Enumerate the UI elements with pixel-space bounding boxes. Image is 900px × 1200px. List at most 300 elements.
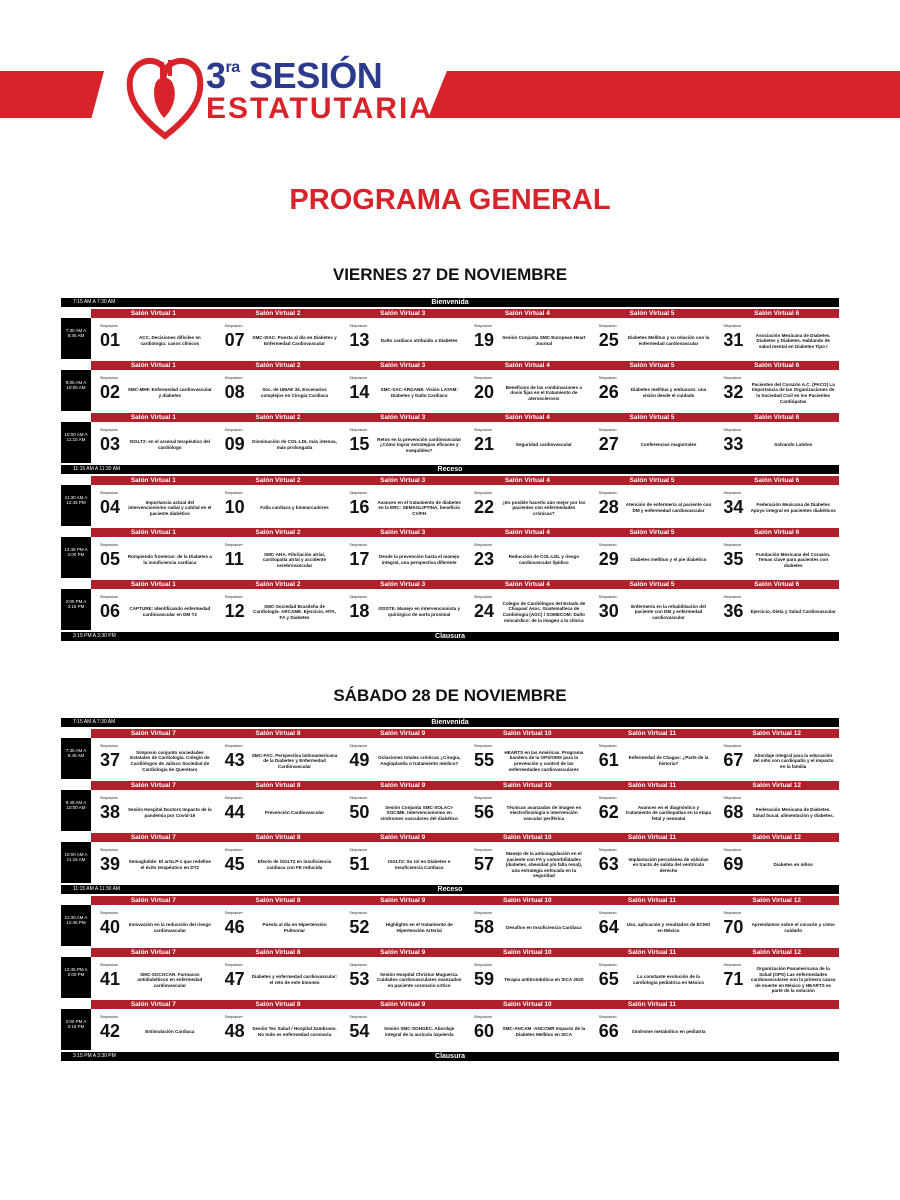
session-cell — [590, 485, 715, 526]
hall-label: Salón Virtual 1 — [130, 477, 176, 484]
break-bar — [61, 885, 839, 894]
session-title: Reducción de COL-LDL y riesgo cardiovascular lipídico — [508, 554, 580, 565]
session-number: 24 — [474, 601, 495, 621]
session-cell — [590, 790, 715, 831]
hall-label: Salón Virtual 4 — [504, 581, 550, 588]
session-number: 43 — [224, 750, 245, 770]
session-number: 37 — [100, 750, 121, 770]
session-cell — [465, 370, 590, 411]
session-number: 27 — [598, 434, 619, 454]
simposium-label: Simposium — [474, 744, 492, 748]
session-cell — [590, 589, 715, 630]
session-row — [61, 422, 839, 463]
session-title: Terapia antitrombótica en SICA 2020 — [504, 977, 584, 983]
hall-label: Salón Virtual 12 — [752, 730, 802, 737]
simposium-label: Simposium — [349, 376, 368, 380]
hall-label: Salón Virtual 3 — [380, 414, 426, 421]
time-slot — [61, 833, 839, 883]
session-number: 14 — [349, 382, 370, 402]
session-title: Conferencias magistrales — [640, 442, 697, 448]
session-cell — [91, 1009, 216, 1050]
session-cell — [340, 589, 465, 630]
session-title: Retos en la prevención cardiovascular ¿Cómo lograr estrategias eficaces y exequibles? — [377, 436, 462, 453]
slot-time: 12:45 PM A 2:00 PM — [61, 957, 91, 998]
hall-header-row — [91, 528, 839, 537]
session-title: Estimulación Cardiaca — [145, 1029, 195, 1035]
break-label: Receso — [437, 466, 463, 473]
hall-label: Salón Virtual 1 — [130, 414, 176, 421]
opening-label: Bienvenida — [431, 719, 469, 726]
session-cell — [714, 537, 839, 578]
hall-label: Salón Virtual 7 — [130, 834, 176, 841]
session-number: 71 — [723, 969, 744, 989]
hall-label: Salón Virtual 11 — [627, 834, 677, 841]
hall-label: Salón Virtual 12 — [752, 949, 802, 956]
simposium-label: Simposium — [224, 744, 243, 748]
hall-label: Salón Virtual 5 — [629, 414, 675, 421]
session-title: Desafíos en Insuficiencia Cardiaca — [506, 925, 582, 931]
simposium-label: Simposium — [224, 1015, 243, 1019]
hall-label: Salón Virtual 12 — [752, 782, 802, 789]
hall-label: Salón Virtual 8 — [255, 782, 301, 789]
hall-label: Salón Virtual 11 — [627, 897, 677, 904]
session-number: 29 — [598, 549, 619, 569]
simposium-label: Simposium — [474, 543, 492, 547]
session-number: 01 — [100, 330, 121, 350]
hall-label: Salón Virtual 11 — [627, 1001, 677, 1008]
hall-label: Salón Virtual 9 — [380, 1001, 426, 1008]
session-cell — [216, 842, 341, 883]
hall-label: Salón Virtual 4 — [504, 529, 550, 536]
slot-time: 7:30 AM A 8:45 AM — [61, 318, 91, 359]
session-number: 67 — [723, 750, 744, 770]
session-number: 48 — [224, 1021, 245, 1041]
session-number: 16 — [349, 497, 370, 517]
session-number: 26 — [598, 382, 619, 402]
time-slot — [61, 948, 839, 998]
hall-header-row — [91, 948, 839, 957]
simposium-label: Simposium — [224, 543, 243, 547]
simposium-label: Simposium — [100, 911, 118, 915]
session-cell — [216, 318, 341, 359]
session-number: 47 — [224, 969, 245, 989]
closing-label: Clausura — [435, 633, 465, 640]
hall-label: Salón Virtual 8 — [255, 897, 301, 904]
session-cell — [714, 485, 839, 526]
hall-label: Salón Virtual 9 — [380, 834, 426, 841]
session-cell — [465, 905, 590, 946]
hall-label: Salón Virtual 7 — [130, 1001, 176, 1008]
session-cell — [216, 738, 341, 779]
simposium-label: Simposium — [100, 543, 118, 547]
session-number: 66 — [598, 1021, 619, 1041]
hall-header-row — [91, 413, 839, 422]
hall-label: Salón Virtual 6 — [754, 414, 800, 421]
hall-label: Salón Virtual 5 — [629, 362, 675, 369]
hall-label: Salón Virtual 2 — [255, 310, 301, 317]
session-title: Sesión Hospital Doctors Impacto de la pandemia por Covid-19 — [127, 807, 212, 818]
session-number: 61 — [598, 750, 619, 770]
hall-label: Salón Virtual 2 — [255, 477, 301, 484]
simposium-label: Simposium — [100, 1015, 118, 1019]
simposium-label: Simposium — [723, 543, 742, 547]
break-label: Receso — [437, 886, 463, 893]
session-number: 30 — [598, 601, 619, 621]
simposium-label: Simposium — [349, 428, 368, 432]
simposium-label: Simposium — [349, 963, 368, 967]
schedule-saturday — [61, 718, 839, 1061]
session-cells — [91, 370, 839, 411]
session-row — [61, 905, 839, 946]
session-title: Pacientes del Corazón A.C. (PACO) La Importancia de las Organizaciones de la Sociedad Civil en los Pacientes Cardiópatas — [751, 381, 835, 404]
session-title: Federación Mexicana de Diabetes Apoyo integral en pacientes diabéticos — [750, 502, 836, 513]
hall-label: Salón Virtual 5 — [629, 477, 675, 484]
session-number: 39 — [100, 854, 121, 874]
session-row — [61, 957, 839, 998]
simposium-label: Simposium — [723, 595, 742, 599]
session-number: 28 — [598, 497, 619, 517]
hall-label: Salón Virtual 7 — [130, 782, 176, 789]
hall-label: Salón Virtual 8 — [255, 730, 301, 737]
session-cells — [91, 905, 839, 946]
hall-label: Salón Virtual 10 — [503, 834, 552, 841]
simposium-label: Simposium — [598, 963, 617, 967]
hall-label: Salón Virtual 8 — [255, 834, 301, 841]
hall-label: Salón Virtual 2 — [255, 414, 301, 421]
session-title: Sesión Conjunta SMC European Heart Journal — [502, 335, 586, 346]
session-number: 19 — [474, 330, 495, 350]
session-title: Seguridad cardiovascular — [515, 442, 572, 448]
session-cell — [340, 318, 465, 359]
session-number: 50 — [349, 802, 370, 822]
session-cell — [714, 422, 839, 463]
simposium-label: Simposium — [723, 491, 742, 495]
time-slot — [61, 896, 839, 946]
slot-time: 10:00 AM A 11:15 AM — [61, 422, 91, 463]
day-title-saturday: SÁBADO 28 DE NOVIEMBRE — [333, 686, 567, 705]
simposium-label: Simposium — [349, 744, 368, 748]
hall-label: Salón Virtual 1 — [130, 362, 176, 369]
session-cell — [91, 957, 216, 998]
simposium-label: Simposium — [598, 1015, 617, 1019]
simposium-label: Simposium — [224, 796, 243, 800]
session-cell — [340, 537, 465, 578]
session-number: 70 — [723, 917, 744, 937]
session-cell — [590, 537, 715, 578]
session-number: 02 — [100, 382, 121, 402]
session-cell — [340, 422, 465, 463]
session-cell — [714, 1009, 839, 1050]
session-number: 62 — [598, 802, 619, 822]
session-cell — [91, 422, 216, 463]
session-cell — [216, 589, 341, 630]
hall-header-row — [91, 729, 839, 738]
closing-bar — [61, 1052, 839, 1061]
hall-label: Salón Virtual 4 — [504, 310, 550, 317]
simposium-label: Simposium — [349, 911, 368, 915]
hall-label: Salón Virtual 8 — [255, 1001, 301, 1008]
session-cell — [465, 1009, 590, 1050]
hall-label: Salón Virtual 11 — [627, 949, 677, 956]
session-title: Beneficios de las combinaciones a dosis fijas en el tratamiento de aterosclerosis — [505, 384, 582, 401]
session-cell — [216, 537, 341, 578]
session-cell — [590, 370, 715, 411]
simposium-label: Simposium — [598, 744, 617, 748]
session-cell — [91, 370, 216, 411]
simposium-label: Simposium — [474, 1015, 492, 1019]
session-title: ISGLT2: en el arsenal terapéutico del cardiólogo — [129, 439, 210, 450]
slot-time: 12:45 PM A 2:00 PM — [61, 537, 91, 578]
session-title: Efecto de iSGLT2 en insuficiencia cardiaca con FE reducida — [257, 859, 332, 870]
session-cell — [340, 842, 465, 883]
session-number: 12 — [224, 601, 245, 621]
session-title: Uso, aplicación y resultados de ECMO en México — [626, 922, 711, 933]
simposium-label: Simposium — [224, 595, 243, 599]
session-number: 42 — [100, 1021, 121, 1041]
simposium-label: Simposium — [723, 911, 742, 915]
slot-time: 9:00 AM A 10:00 AM — [61, 370, 91, 411]
session-number: 08 — [224, 382, 245, 402]
session-number: 36 — [723, 601, 744, 621]
session-number: 05 — [100, 549, 121, 569]
simposium-label: Simposium — [100, 324, 118, 328]
session-row — [61, 370, 839, 411]
opening-bar — [61, 718, 839, 727]
hall-header-row — [91, 833, 839, 842]
heart-logo-icon — [126, 52, 204, 140]
session-title: Sesión Tec Salud / Hospital Zambrano. No todo es enfermedad coronaria — [252, 1026, 337, 1037]
session-title: Manejo de la anticoagulación en el paciente con FA y comorbilidades (diabetes, obesidad y/o falla renal), una estrategia enfocada en la seguridad — [505, 851, 583, 879]
opening-time: 7:15 AM A 7:30 AM — [73, 299, 116, 305]
hall-header-row — [91, 896, 839, 905]
session-title: Enfermería en la rehabilitación del paciente con DM y enfermedad cardiovascular — [631, 603, 706, 620]
simposium-label: Simposium — [598, 543, 617, 547]
hall-label: Salón Virtual 6 — [754, 310, 800, 317]
session-title: Disminución de COL-LDL más intensa, más prolongada — [252, 439, 337, 450]
simposium-label: Simposium — [723, 376, 742, 380]
session-cell — [91, 905, 216, 946]
hall-label: Salón Virtual 10 — [503, 730, 552, 737]
session-number: 51 — [349, 854, 370, 874]
session-title: Rompiendo fronteras: de la Diabetes a la insuficiencia cardiaca — [127, 554, 212, 565]
simposium-label: Simposium — [349, 324, 368, 328]
simposium-label: Simposium — [598, 911, 617, 915]
hall-label — [714, 1000, 839, 1009]
session-title: Falla cardiaca y biomarcadores — [260, 505, 329, 511]
session-title: Aprendamos sobre el corazón y cómo cuidarlo — [751, 922, 835, 933]
session-number: 25 — [598, 330, 619, 350]
session-cell — [714, 790, 839, 831]
session-number: 10 — [224, 497, 245, 517]
session-cell — [465, 485, 590, 526]
session-cell — [714, 318, 839, 359]
session-title: ISSSTE. Manejo en intervencionista y quirúrgico de aorta proximal — [378, 606, 461, 617]
session-cells — [91, 842, 839, 883]
session-row — [61, 738, 839, 779]
session-title: Desde la prevención hasta el manejo integral, una perspectiva diferente — [378, 554, 460, 565]
simposium-label: Simposium — [598, 848, 617, 852]
session-number: 09 — [224, 434, 245, 454]
simposium-label: Simposium — [723, 963, 742, 967]
session-title: Diabetes mellitus y embarazo: una visión desde el cuidado — [630, 387, 707, 398]
hall-header-row — [91, 361, 839, 370]
session-cells — [91, 589, 839, 630]
event-logo — [126, 52, 433, 142]
session-title: La constante evolución de la cardiología pediátrica en México — [633, 974, 705, 985]
session-title: Avances en el diagnóstico y tratamiento de cardiopatías en la etapa fetal y neonatal — [626, 804, 712, 821]
simposium-label: Simposium — [349, 491, 368, 495]
session-title: Federación Mexicana de Diabetes. Salud bucal, alimentación y diabetes. — [752, 807, 834, 818]
session-title: SMC-AHA. Fibrilación atrial, cardiopatía atrial y accidente cerebrovascular — [262, 551, 327, 568]
hall-label: Salón Virtual 11 — [627, 730, 677, 737]
session-number: 31 — [723, 330, 744, 350]
session-title: Técnicas avanzadas de imagen en electrofisiología e intervención vascular periférica — [506, 804, 582, 821]
session-number: 49 — [349, 750, 370, 770]
session-cell — [714, 957, 839, 998]
session-title: Simposio conjunto sociedades Estatales de Cardiología. Colegio de Cardiólogos de Jalisco Sociedad de Cardiología de Querétaro — [130, 749, 210, 772]
hall-label: Salón Virtual 2 — [255, 581, 301, 588]
simposium-label: Simposium — [474, 595, 492, 599]
session-number: 63 — [598, 854, 619, 874]
session-title: Importancia actual del intervencionismo radial y cubital en el paciente diabético — [128, 499, 212, 516]
session-cell — [465, 790, 590, 831]
time-slot — [61, 476, 839, 526]
session-cell — [216, 370, 341, 411]
session-title: Abordaje integral para la educación del niño con cardiopatía y el impacto en la familia — [752, 752, 834, 769]
hall-label: Salón Virtual 7 — [130, 730, 176, 737]
session-number: 23 — [474, 549, 495, 569]
logo-title-line2: ESTATUTARIA — [206, 92, 433, 125]
hall-label: Salón Virtual 8 — [255, 949, 301, 956]
session-cell — [216, 905, 341, 946]
session-cell — [340, 738, 465, 779]
simposium-label: Simposium — [723, 324, 742, 328]
hall-label: Salón Virtual 11 — [627, 782, 677, 789]
simposium-label: Simposium — [100, 744, 118, 748]
session-title: Colegio de Cardiólogos del Estado de Chiapas/ Asoc. Guatemalteca de Cardiología (AGC) / SOMECOM: Daño miocárdico: de la imagen a la clínica — [502, 600, 586, 623]
hall-label: Salón Virtual 4 — [504, 414, 550, 421]
simposium-label: Simposium — [100, 491, 118, 495]
session-cell — [91, 790, 216, 831]
session-title: Organización Panamericana de la Salud (OPS) Las enfermedades cardiovasculares son la primera causa de muerte en México y HEARTS es parte de la solución — [750, 966, 836, 994]
session-cells — [91, 318, 839, 359]
session-cells — [91, 485, 839, 526]
session-title: Sesión Hospital Christus Muguerza. Cuidados cardiovasculares avanzados en paciente coronario crítico — [376, 971, 462, 988]
session-cell — [590, 905, 715, 946]
session-row — [61, 790, 839, 831]
simposium-label: Simposium — [723, 796, 742, 800]
session-number: 65 — [598, 969, 619, 989]
session-title: Diabetes Mellitus y su relación con la enfermedad cardiovascular — [627, 335, 710, 346]
session-title: SMC-SAC-ARGANE. Visión LATAM: Diabetes y Daño Cardiaco — [380, 387, 458, 398]
session-cell — [465, 537, 590, 578]
session-cell — [91, 589, 216, 630]
session-row — [61, 485, 839, 526]
session-cell — [91, 485, 216, 526]
session-number: 21 — [474, 434, 495, 454]
closing-label: Clausura — [435, 1053, 465, 1060]
hall-label: Salón Virtual 3 — [380, 362, 426, 369]
session-number: 32 — [723, 382, 744, 402]
simposium-label: Simposium — [100, 963, 118, 967]
session-number: 38 — [100, 802, 121, 822]
session-row — [61, 589, 839, 630]
hall-label: Salón Virtual 10 — [503, 1001, 552, 1008]
session-number: 34 — [723, 497, 744, 517]
session-row — [61, 537, 839, 578]
opening-bar — [61, 298, 839, 307]
time-slot — [61, 309, 839, 359]
session-cell — [714, 370, 839, 411]
session-number: 04 — [100, 497, 121, 517]
session-cell — [216, 422, 341, 463]
hall-label: Salón Virtual 2 — [255, 362, 301, 369]
hall-label: Salón Virtual 5 — [629, 529, 675, 536]
hall-label: Salón Virtual 10 — [503, 897, 552, 904]
session-title: Diabetes en niños — [773, 862, 813, 868]
simposium-label: Simposium — [474, 796, 492, 800]
session-number: 40 — [100, 917, 121, 937]
slot-time: 7:30 AM A 8:45 AM — [61, 738, 91, 779]
session-title: ISGLT2: Su rol en Diabetes e Insuficiencia Cardiaca — [387, 859, 451, 870]
session-cell — [340, 485, 465, 526]
session-cell — [340, 370, 465, 411]
session-title: Puesta al día en Hipertensión Pulmonar — [262, 922, 327, 933]
session-title: CAPTURE: Identificando enfermedad cardiovascular en DM T2 — [129, 606, 211, 617]
session-row — [61, 1009, 839, 1050]
session-title: Diabetes y enfermedad cardiovascular: el reto de este binomio — [251, 974, 338, 985]
session-number: 56 — [474, 802, 495, 822]
time-slot — [61, 361, 839, 411]
time-slot — [61, 413, 839, 463]
simposium-label: Simposium — [224, 491, 243, 495]
session-number: 58 — [474, 917, 495, 937]
session-title: Fundación Mexicana del Corazón. Temas clave para pacientes con diabetes — [756, 551, 831, 568]
time-slot — [61, 1000, 839, 1050]
break-time: 11:15 AM A 11:30 AM — [73, 886, 121, 892]
hall-label: Salón Virtual 3 — [380, 581, 426, 588]
simposium-label: Simposium — [474, 848, 492, 852]
simposium-label: Simposium — [224, 324, 243, 328]
closing-time: 3:15 PM A 3:30 PM — [73, 1053, 116, 1059]
session-cell — [465, 738, 590, 779]
session-title: Implantación percutánea de válvulas en tracto de salida del ventrículo derecho — [628, 856, 709, 873]
opening-label: Bienvenida — [431, 299, 469, 306]
session-cell — [465, 589, 590, 630]
closing-bar — [61, 632, 839, 641]
break-bar — [61, 465, 839, 474]
hall-label: Salón Virtual 9 — [380, 897, 426, 904]
session-cell — [590, 957, 715, 998]
session-cell — [465, 842, 590, 883]
session-title: SMC-FAC. Perspectiva latinoamericana de la Diabetes y Enfermedad Cardiovascular — [251, 752, 338, 769]
hall-label: Salón Virtual 10 — [503, 949, 552, 956]
opening-time: 7:15 AM A 7:30 AM — [73, 719, 116, 725]
simposium-label: Simposium — [100, 376, 118, 380]
session-cells — [91, 738, 839, 779]
session-row — [61, 842, 839, 883]
session-number: 55 — [474, 750, 495, 770]
session-cell — [714, 905, 839, 946]
session-title: Semaglutide: El arGLP-1 que redefine el éxito terapéutico en DT2 — [128, 859, 211, 870]
session-title: SMC-MHF. Enfermedad cardiovascular y diabetes — [127, 387, 212, 398]
session-number: 06 — [100, 601, 121, 621]
simposium-label: Simposium — [224, 376, 243, 380]
session-cell — [340, 957, 465, 998]
hall-label: Salón Virtual 9 — [380, 949, 426, 956]
slot-time: 11:30 AM A 12:45 PM — [61, 485, 91, 526]
session-number: 41 — [100, 969, 121, 989]
